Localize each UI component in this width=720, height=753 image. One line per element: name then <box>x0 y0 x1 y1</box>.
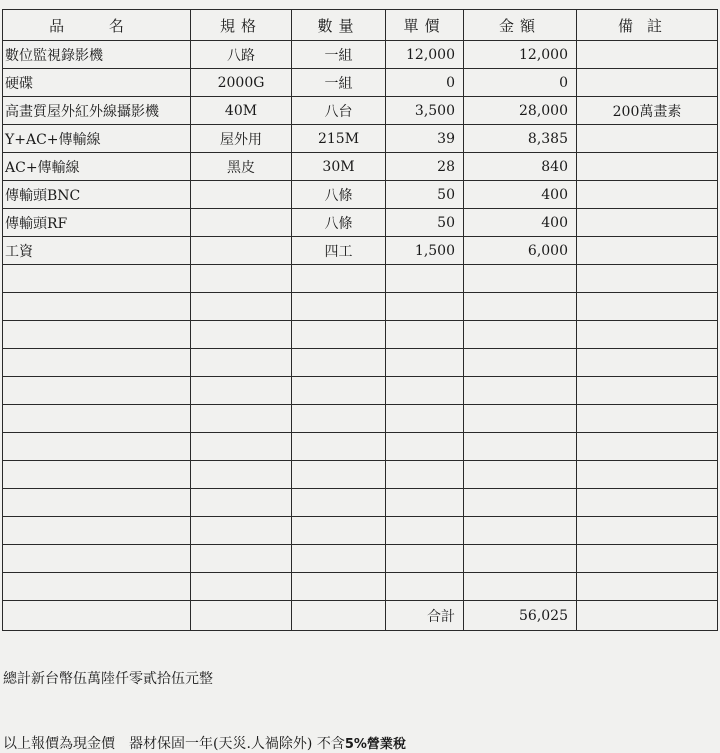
empty-cell <box>3 293 191 321</box>
empty-cell <box>292 545 386 573</box>
header-amount: 金額 <box>464 10 577 41</box>
cell-quantity: 八條 <box>292 209 386 237</box>
empty-cell <box>191 377 292 405</box>
cell-spec: 八路 <box>191 41 292 69</box>
cell-item-name: 數位監視錄影機 <box>3 41 191 69</box>
empty-row <box>3 517 718 545</box>
empty-cell <box>386 461 464 489</box>
empty-cell <box>3 405 191 433</box>
empty-cell <box>3 601 191 631</box>
cell-spec <box>191 181 292 209</box>
empty-cell <box>3 517 191 545</box>
table-row <box>3 41 718 69</box>
empty-cell <box>191 545 292 573</box>
empty-cell <box>3 489 191 517</box>
cell-amount: 8,385 <box>464 125 577 153</box>
cell-unit-price: 28 <box>386 153 464 181</box>
empty-row <box>3 349 718 377</box>
cell-unit-price: 1,500 <box>386 237 464 265</box>
header-quantity: 數量 <box>292 10 386 41</box>
empty-cell <box>191 433 292 461</box>
cell-spec <box>191 237 292 265</box>
table-row <box>3 97 718 125</box>
empty-cell <box>386 489 464 517</box>
empty-cell <box>577 573 718 601</box>
empty-cell <box>577 405 718 433</box>
empty-cell <box>292 461 386 489</box>
cell-item-name: 工資 <box>3 237 191 265</box>
empty-row <box>3 405 718 433</box>
cell-quantity: 30M <box>292 153 386 181</box>
empty-cell <box>577 321 718 349</box>
cell-spec: 40M <box>191 97 292 125</box>
empty-cell <box>292 601 386 631</box>
empty-cell <box>464 433 577 461</box>
header-spec: 規格 <box>191 10 292 41</box>
cell-item-name: 高畫質屋外紅外線攝影機 <box>3 97 191 125</box>
empty-row <box>3 293 718 321</box>
empty-cell <box>191 517 292 545</box>
cell-quantity: 四工 <box>292 237 386 265</box>
empty-cell <box>292 321 386 349</box>
empty-cell <box>386 293 464 321</box>
quotation-table <box>2 9 718 631</box>
total-amount: 56,025 <box>464 601 577 631</box>
empty-cell <box>191 349 292 377</box>
cell-unit-price: 50 <box>386 181 464 209</box>
terms-text: 以上報價為現金價 器材保固一年(天災.人禍除外) 不含 <box>3 736 345 752</box>
empty-cell <box>292 265 386 293</box>
cell-quantity: 一組 <box>292 41 386 69</box>
empty-cell <box>386 405 464 433</box>
empty-cell <box>577 433 718 461</box>
cell-amount: 0 <box>464 69 577 97</box>
empty-cell <box>3 433 191 461</box>
empty-cell <box>386 265 464 293</box>
empty-cell <box>577 545 718 573</box>
empty-cell <box>464 573 577 601</box>
empty-cell <box>577 461 718 489</box>
table-row <box>3 69 718 97</box>
table-row <box>3 153 718 181</box>
total-label: 合計 <box>386 601 464 631</box>
empty-row <box>3 573 718 601</box>
empty-cell <box>191 405 292 433</box>
cell-amount: 12,000 <box>464 41 577 69</box>
empty-cell <box>464 405 577 433</box>
cell-unit-price: 39 <box>386 125 464 153</box>
empty-cell <box>292 349 386 377</box>
empty-cell <box>577 265 718 293</box>
cell-unit-price: 0 <box>386 69 464 97</box>
empty-cell <box>577 349 718 377</box>
cell-quantity: 215M <box>292 125 386 153</box>
empty-cell <box>386 433 464 461</box>
empty-cell <box>3 349 191 377</box>
empty-cell <box>464 377 577 405</box>
empty-cell <box>191 601 292 631</box>
empty-row <box>3 545 718 573</box>
empty-cell <box>577 517 718 545</box>
header-item-name: 品 名 <box>3 10 191 41</box>
empty-cell <box>464 545 577 573</box>
empty-cell <box>464 489 577 517</box>
empty-cell <box>386 377 464 405</box>
cell-unit-price: 50 <box>386 209 464 237</box>
table-row <box>3 237 718 265</box>
empty-cell <box>292 489 386 517</box>
cell-spec: 2000G <box>191 69 292 97</box>
empty-cell <box>577 601 718 631</box>
empty-row <box>3 321 718 349</box>
empty-cell <box>3 461 191 489</box>
cell-unit-price: 3,500 <box>386 97 464 125</box>
empty-cell <box>3 545 191 573</box>
cell-item-name: Y+AC+傳輸線 <box>3 125 191 153</box>
empty-cell <box>3 321 191 349</box>
header-unit-price: 單價 <box>386 10 464 41</box>
table-row <box>3 125 718 153</box>
empty-cell <box>191 265 292 293</box>
cell-note: 200萬畫素 <box>577 97 718 125</box>
cell-amount: 28,000 <box>464 97 577 125</box>
empty-cell <box>292 517 386 545</box>
total-row <box>3 601 718 631</box>
cell-item-name: 傳輸頭BNC <box>3 181 191 209</box>
empty-cell <box>191 321 292 349</box>
empty-row <box>3 433 718 461</box>
empty-cell <box>386 573 464 601</box>
cell-amount: 400 <box>464 181 577 209</box>
empty-cell <box>464 321 577 349</box>
cell-item-name: 傳輸頭RF <box>3 209 191 237</box>
empty-cell <box>191 461 292 489</box>
empty-cell <box>464 461 577 489</box>
cell-quantity: 八條 <box>292 181 386 209</box>
empty-cell <box>191 489 292 517</box>
empty-row <box>3 265 718 293</box>
empty-cell <box>292 433 386 461</box>
empty-row <box>3 489 718 517</box>
cell-note <box>577 153 718 181</box>
empty-cell <box>191 573 292 601</box>
empty-cell <box>577 293 718 321</box>
cell-spec: 黑皮 <box>191 153 292 181</box>
cell-spec: 屋外用 <box>191 125 292 153</box>
table-header-row <box>3 10 718 41</box>
empty-cell <box>292 573 386 601</box>
empty-cell <box>386 545 464 573</box>
empty-cell <box>3 377 191 405</box>
cell-note <box>577 209 718 237</box>
empty-row <box>3 377 718 405</box>
cell-note <box>577 237 718 265</box>
table-row <box>3 181 718 209</box>
empty-cell <box>464 293 577 321</box>
empty-cell <box>386 517 464 545</box>
cell-quantity: 八台 <box>292 97 386 125</box>
cell-spec <box>191 209 292 237</box>
table-body <box>3 41 718 631</box>
table-row <box>3 209 718 237</box>
empty-cell <box>191 293 292 321</box>
cell-amount: 840 <box>464 153 577 181</box>
empty-cell <box>386 349 464 377</box>
empty-cell <box>464 349 577 377</box>
cell-quantity: 一組 <box>292 69 386 97</box>
total-in-words: 總計新台幣伍萬陸仟零貳拾伍元整 <box>3 671 213 687</box>
cell-item-name: AC+傳輸線 <box>3 153 191 181</box>
empty-cell <box>577 377 718 405</box>
cell-amount: 6,000 <box>464 237 577 265</box>
cell-note <box>577 41 718 69</box>
empty-cell <box>386 321 464 349</box>
cell-note <box>577 181 718 209</box>
empty-row <box>3 461 718 489</box>
empty-cell <box>577 489 718 517</box>
cell-item-name: 硬碟 <box>3 69 191 97</box>
cell-amount: 400 <box>464 209 577 237</box>
empty-cell <box>292 377 386 405</box>
empty-cell <box>3 573 191 601</box>
cell-note <box>577 125 718 153</box>
empty-cell <box>464 265 577 293</box>
tax-note: 5%營業稅 <box>344 737 406 752</box>
empty-cell <box>464 517 577 545</box>
cell-note <box>577 69 718 97</box>
empty-cell <box>292 405 386 433</box>
cell-unit-price: 12,000 <box>386 41 464 69</box>
header-note: 備註 <box>577 10 718 41</box>
empty-cell <box>292 293 386 321</box>
quotation-terms <box>3 733 406 753</box>
empty-cell <box>3 265 191 293</box>
